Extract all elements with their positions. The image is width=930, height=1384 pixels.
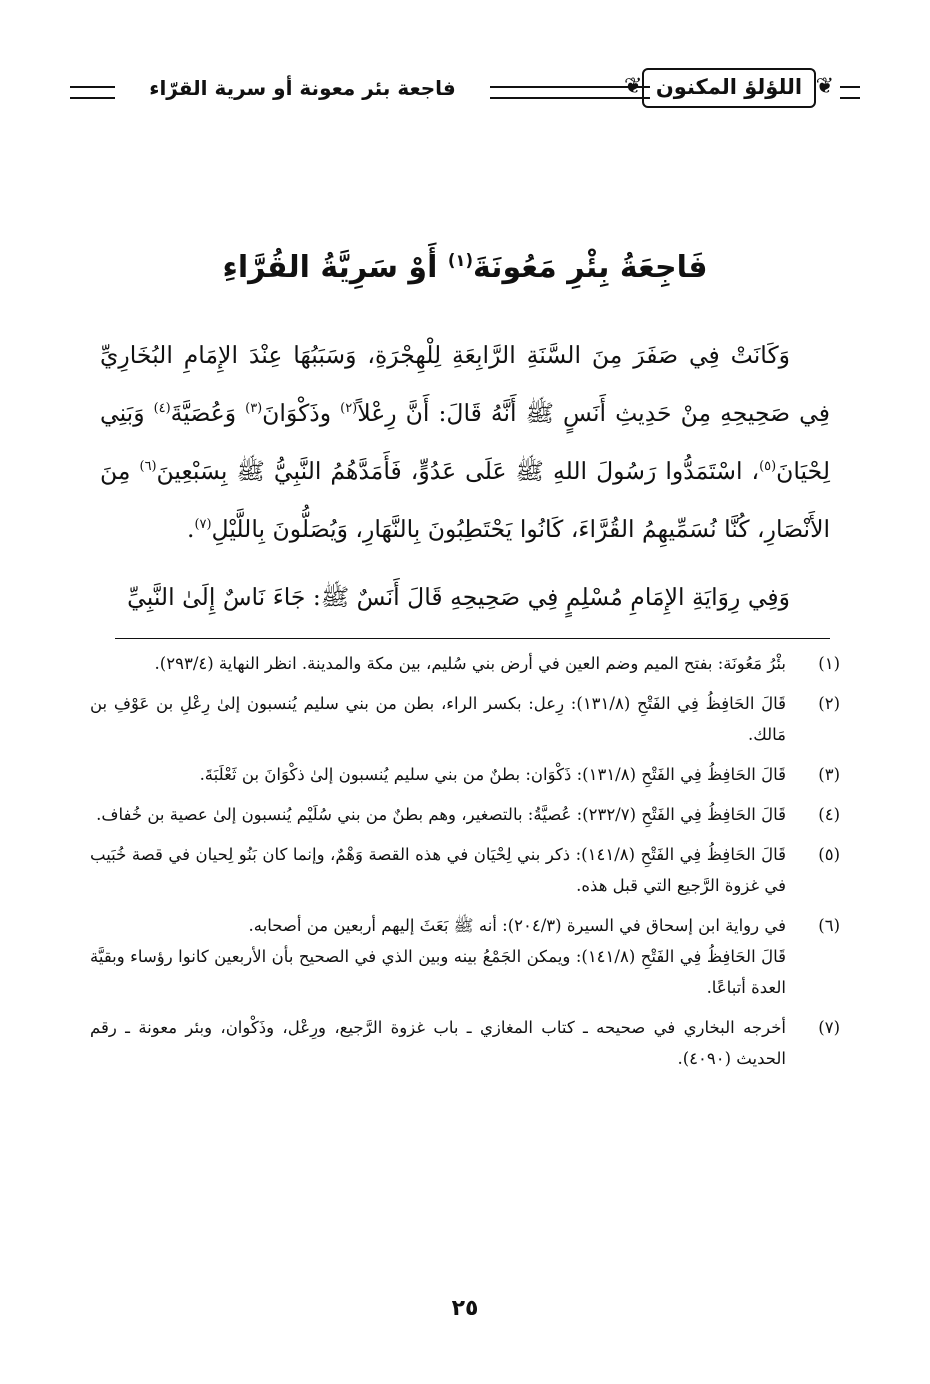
footnote-line: قَالَ الحَافِظُ فِي الفَتْحِ (١٣١/٨): رِعل: بكسر الراء، بطن من بني سليم يُنسبون إلىٰ رِعْلِ بن عَوْفِ بن مَالك.	[90, 694, 787, 744]
header-rule-left	[70, 86, 115, 99]
footnote-number: (٧)	[818, 1018, 840, 1037]
header-chapter-title: فاجعة بئر معونة أو سرية القرّاء	[149, 76, 456, 100]
footnote-line: قَالَ الحَافِظُ فِي الفَتْحِ (١٤١/٨): ذكر بني لِحْيَان في هذه القصة وَهْمٌ، وإنما كان بَنُو لِحيان في قصة خُبَيب في غزوة الرَّجيع التي قبل هذه.	[90, 845, 786, 895]
footnote-number: (١)	[818, 654, 840, 673]
footnote	[90, 648, 840, 679]
book-title-cartouche	[624, 62, 834, 114]
footnote-line: قَالَ الحَافِظُ فِي الفَتْحِ (١٣١/٨): ذَكْوَان: بطنٌ من بني سليم يُنسبون إلىٰ ذكْوَانَ بن ثَعْلَبَةَ.	[199, 765, 786, 784]
text-run: وَكَانَتْ فِي صَفَرَ مِنَ السَّنَةِ الرَّابِعَةِ لِلْهِجْرَةِ، وَسَبَبُهَا عِنْدَ الإِمَامِ البُخَارِيِّ فِي صَحِيحِهِ مِنْ حَدِيثِ أَنَسٍ ﷺ أَنَّهُ قَالَ: أَنَّ رِعْلاً	[100, 341, 830, 427]
footnote-text	[90, 688, 786, 750]
text-run: .	[187, 515, 195, 543]
paragraph: وَفِي رِوَايَةِ الإِمَامِ مُسْلِمٍ فِي صَحِيحِهِ قَالَ أَنَسٌ ﷺ: جَاءَ نَاسٌ إِلَىٰ النَّبِيِّ	[127, 583, 790, 611]
text-run: وذَكْوَانَ	[262, 399, 341, 427]
footnotes	[90, 648, 840, 1083]
chapter-title-rest: أَوْ سَرِيَّةُ القُرَّاءِ	[222, 250, 448, 285]
header-rule-right	[840, 86, 860, 99]
footnote-line: أخرجه البخاري في صحيحه ـ كتاب المغازي ـ باب غزوة الرَّجيع، ورِعْل، وذَكْوان، وبئر معونة ـ رقم الحديث (٤٠٩٠).	[90, 1018, 786, 1068]
text-run: وَعُصَيَّةَ	[170, 399, 246, 427]
footnote-text	[90, 799, 786, 830]
footnote-number: (٦)	[818, 916, 840, 935]
chapter-title-main: فَاجِعَةُ بِئْرِ مَعُونَةَ	[472, 250, 708, 285]
footnote-separator	[115, 638, 830, 639]
footnote	[90, 1012, 840, 1074]
footnote-text	[90, 648, 786, 679]
book-title: اللؤلؤ المكنون	[655, 75, 803, 99]
footnote-number: (٢)	[818, 694, 840, 713]
footnote	[90, 688, 840, 750]
text-run: مِنَ الأَنْصَارِ، كُنَّا نُسَمِّيهِمُ القُرَّاءَ، كَانُوا يَحْتَطِبُونَ بِالنَّهَارِ، وَيُصَلُّونَ بِاللَّيْلِ	[100, 457, 830, 543]
footnote-line: قَالَ الحَافِظُ فِي الفَتْحِ (٢٣٢/٧): عُصيَّةُ: بالتصغير، وهم بطنٌ من بني سُلَيْم يُنسبون إلىٰ عصية بن خُفاف.	[96, 805, 786, 824]
footnote-ref: (٣)	[245, 401, 263, 417]
page-number: ٢٥	[451, 1296, 479, 1321]
footnote	[90, 839, 840, 901]
header-rule-middle	[490, 86, 650, 99]
text-run: وَبَنِي لِحْيَانَ	[100, 399, 830, 485]
footnote-line: قَالَ الحَافِظُ فِي الفَتْحِ (١٤١/٨): ويمكن الجَمْعُ بينه وبين الذي في الصحيح بأن الأربعين كانوا رؤساء وبقيَّة العدة أتباعًا.	[90, 947, 786, 997]
footnote	[90, 759, 840, 790]
footnote-ref: (٢)	[340, 401, 358, 417]
footnote-ref: (٥)	[759, 459, 777, 475]
footnote-line: في رواية ابن إسحاق في السيرة (٢٠٤/٣): أنه ﷺ بَعَثَ إليهم أربعين من أصحابه.	[248, 916, 786, 935]
footnote-line: بئْرُ مَعُونَة: بفتح الميم وضم العين في أرض بني سُليم، بين مكة والمدينة. انظر النهاية (٢٩٣/٤).	[154, 654, 786, 673]
footnote-ref: (٧)	[194, 517, 212, 533]
text-run: ، اسْتَمَدُّوا رَسُولَ اللهِ ﷺ عَلَى عَدُوٍّ، فَأَمَدَّهُمُ النَّبِيُّ ﷺ بِسَبْعِينَ	[156, 457, 760, 485]
footnote-number: (٣)	[818, 765, 840, 784]
footnote-number: (٥)	[818, 845, 840, 864]
paragraph	[100, 326, 830, 558]
ornament-icon: ❦	[624, 74, 643, 99]
footnote-ref: (٤)	[153, 401, 171, 417]
chapter-title	[100, 243, 830, 293]
running-header	[70, 62, 860, 122]
footnote-number: (٤)	[818, 805, 840, 824]
footnote-text	[90, 1012, 786, 1074]
footnote	[90, 910, 840, 1003]
footnote-ref: (٦)	[139, 459, 157, 475]
footnote	[90, 799, 840, 830]
footnote-ref: (١)	[447, 251, 473, 270]
ornament-icon: ❦	[815, 74, 834, 99]
footnote-text	[90, 839, 786, 901]
footnote-text	[90, 759, 786, 790]
body-text	[100, 326, 830, 626]
footnote-text	[90, 910, 786, 1003]
